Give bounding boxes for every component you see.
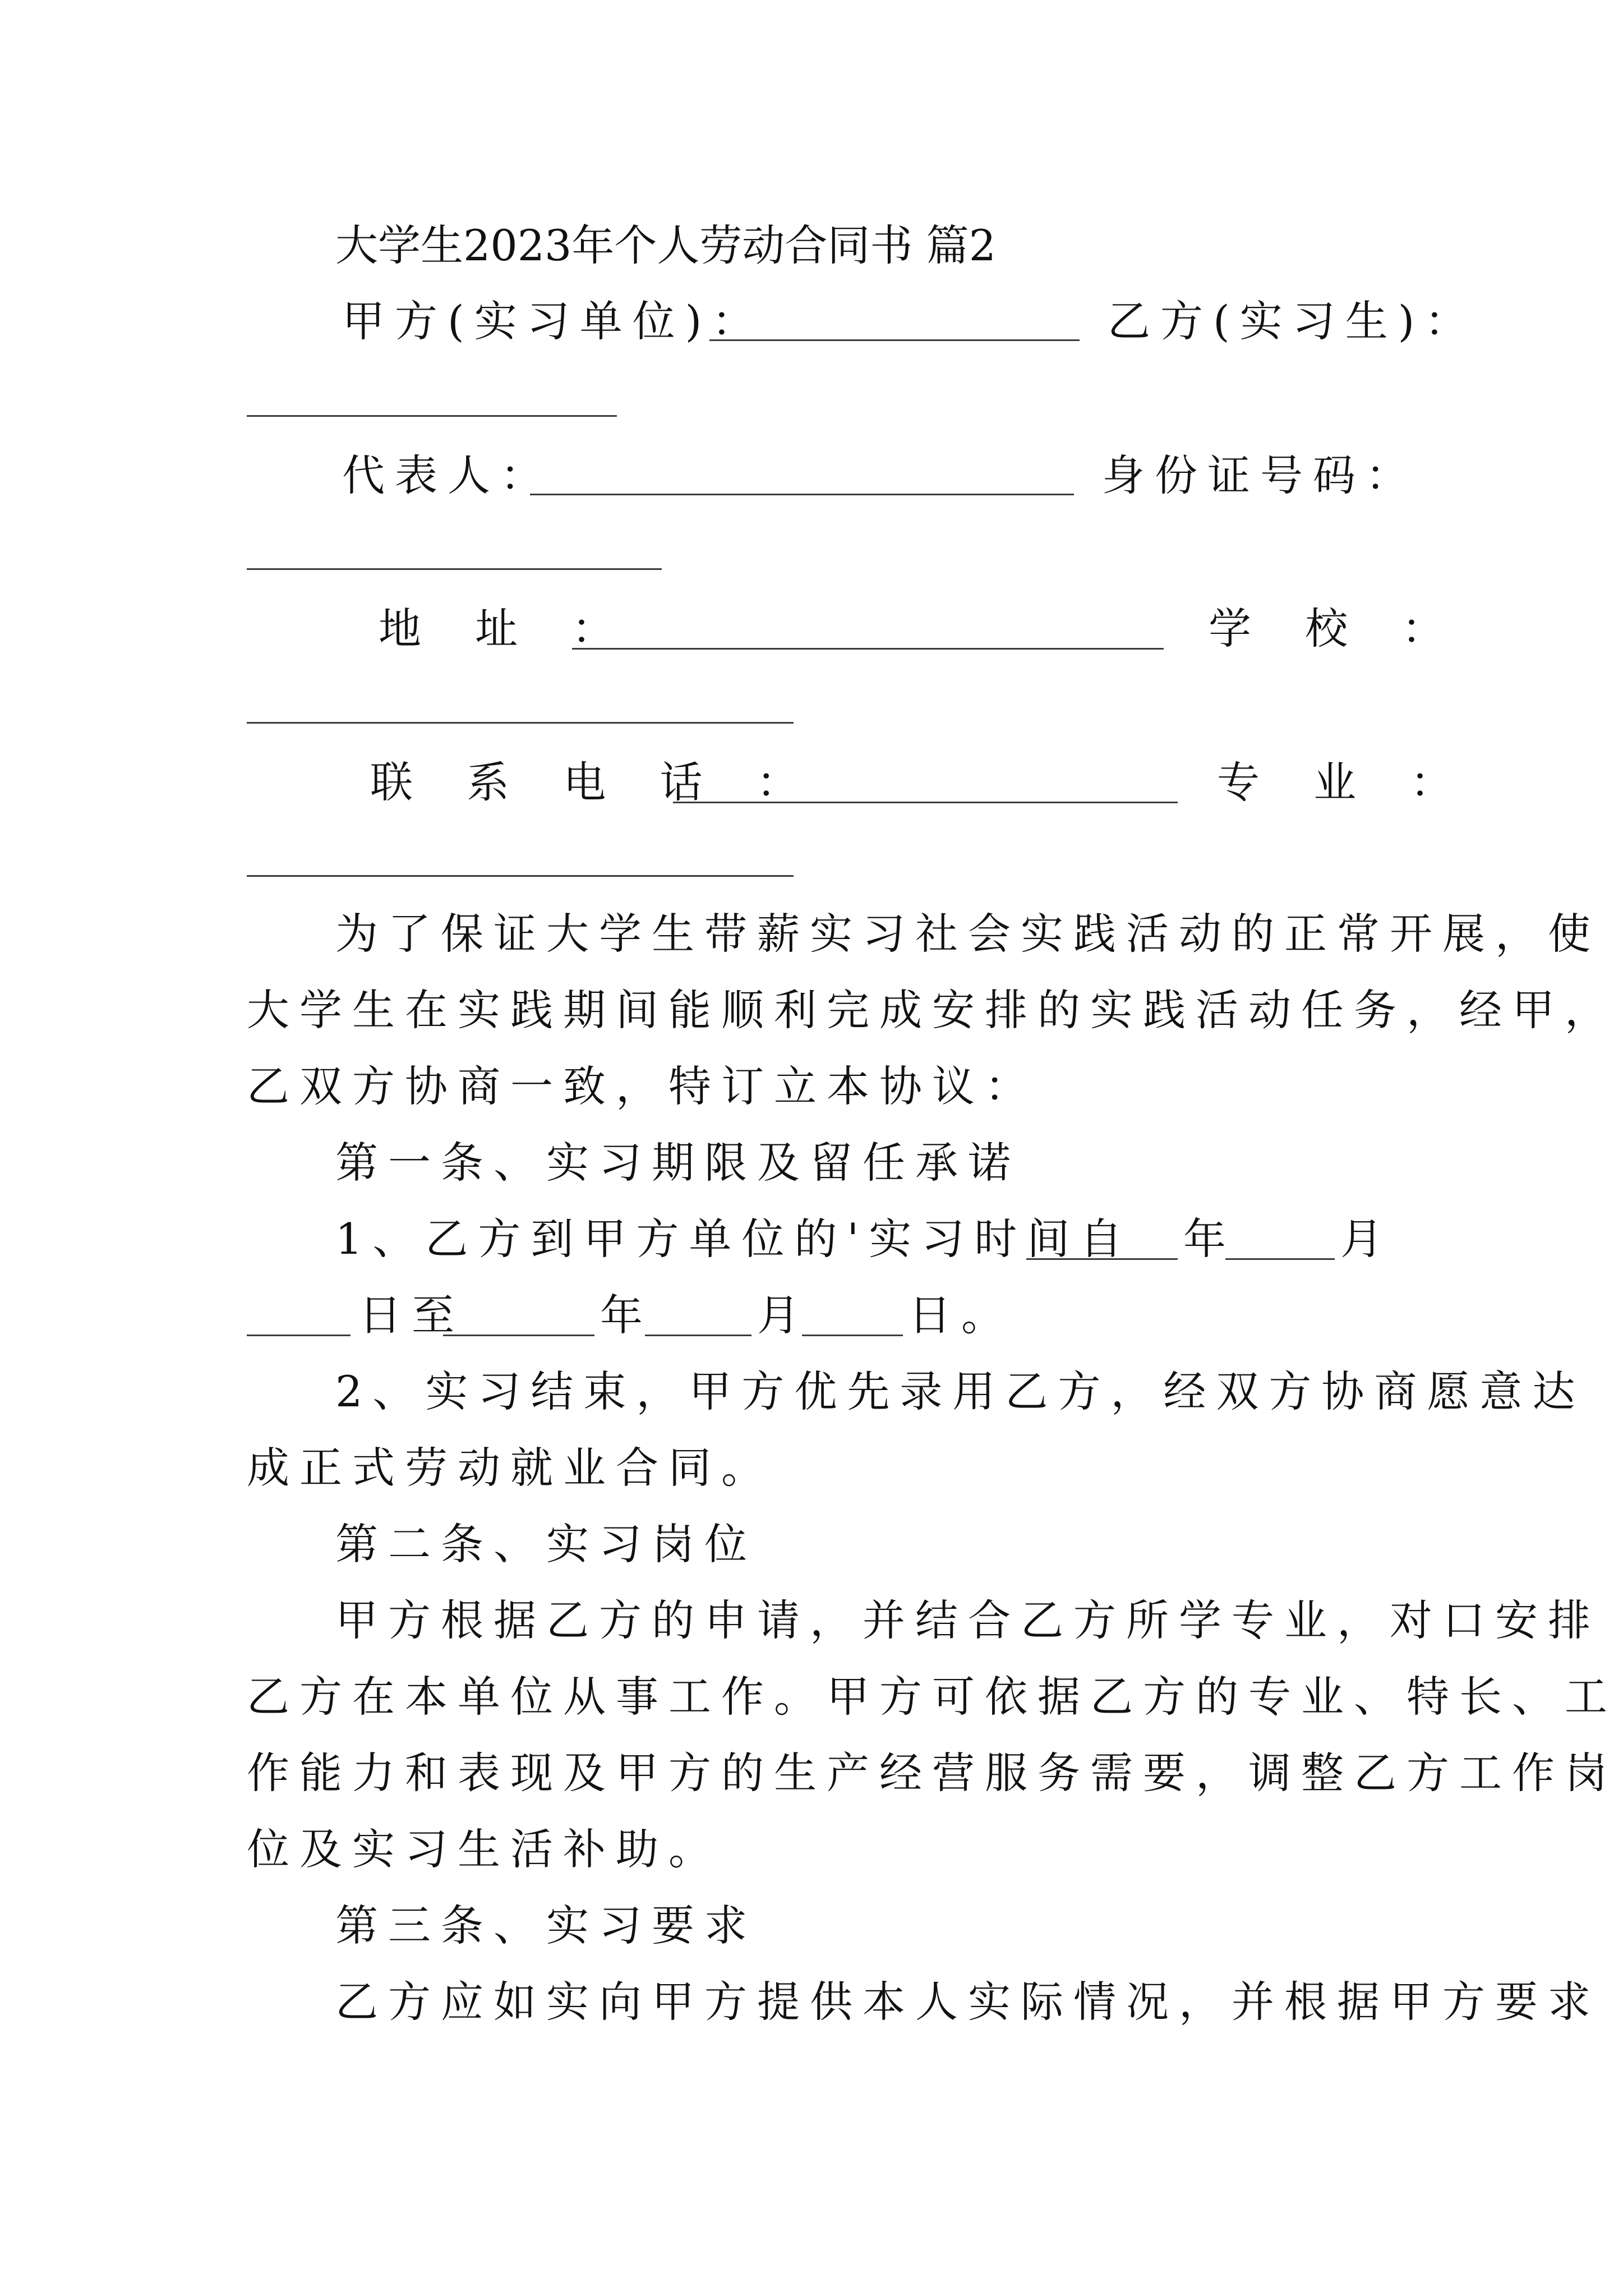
representative-blank[interactable] <box>530 494 1074 495</box>
article-2-text-3: 作能力和表现及甲方的生产经营服务需要，调整乙方工作岗 <box>247 1748 1617 1798</box>
intro-text-2: 大学生在实践期间能顺利完成安排的实践活动任务，经甲， <box>247 985 1617 1035</box>
article-2-text-2: 乙方在本单位从事工作。甲方可依据乙方的专业、特长、工 <box>247 1672 1617 1722</box>
school-label: 学 校 ： <box>1209 604 1465 654</box>
id-number-blank[interactable] <box>247 568 662 570</box>
phone-label: 联 系 电 话 ： <box>370 757 819 807</box>
article-2-title-text: 第二条、实习岗位 <box>335 1519 757 1569</box>
party-b-label: 乙方(实习生)： <box>1108 296 1478 346</box>
phone-blank[interactable] <box>673 802 1178 803</box>
end-month-label: 月 <box>757 1290 810 1340</box>
intro-text-1: 为了保证大学生带薪实习社会实践活动的正常开展，使 <box>335 909 1601 959</box>
address-blank[interactable] <box>572 648 1164 650</box>
major-blank[interactable] <box>247 875 794 877</box>
article-1-item-2-text-1: 2、实习结束，甲方优先录用乙方，经双方协商愿意达 <box>335 1366 1585 1416</box>
party-a-label: 甲方(实习单位)： <box>342 296 765 346</box>
end-day-blank[interactable] <box>802 1335 903 1336</box>
month-label: 月 <box>1340 1214 1393 1264</box>
article-1-item-2-text-2: 成正式劳动就业合同。 <box>247 1443 774 1493</box>
start-year-blank[interactable] <box>1026 1258 1178 1260</box>
representative-label: 代表人： <box>342 450 553 500</box>
article-3-title-text: 第三条、实习要求 <box>335 1901 757 1950</box>
address-label: 地 址 ： <box>379 604 635 654</box>
end-day-label: 日。 <box>909 1290 1014 1340</box>
start-day-blank[interactable] <box>247 1335 351 1336</box>
year-label: 年 <box>1183 1214 1236 1264</box>
school-blank[interactable] <box>247 722 794 724</box>
end-year-label: 年 <box>600 1290 653 1340</box>
article-2-text-1: 甲方根据乙方的申请，并结合乙方所学专业，对口安排 <box>335 1595 1601 1645</box>
article-1-item-1-text: 1、乙方到甲方单位的'实习时间自 <box>335 1214 1133 1264</box>
article-3-text-1: 乙方应如实向甲方提供本人实际情况，并根据甲方要求 <box>335 1977 1601 2027</box>
major-label: 专 业 ： <box>1217 757 1473 807</box>
article-1-title-text: 第一条、实习期限及留任承诺 <box>335 1138 1021 1188</box>
party-a-blank[interactable] <box>709 339 1080 341</box>
end-month-blank[interactable] <box>645 1335 751 1336</box>
day-to-label: 日至 <box>359 1290 464 1340</box>
intro-text-3: 乙双方协商一致，特订立本协议： <box>247 1061 1038 1111</box>
article-2-text-4: 位及实习生活补助。 <box>247 1824 721 1874</box>
title-text: 大学生2023年个人劳动合同书 篇2 <box>335 220 996 270</box>
id-number-label: 身份证号码： <box>1102 450 1418 500</box>
end-year-blank[interactable] <box>443 1335 594 1336</box>
start-month-blank[interactable] <box>1225 1258 1335 1260</box>
party-b-blank[interactable] <box>247 415 617 417</box>
